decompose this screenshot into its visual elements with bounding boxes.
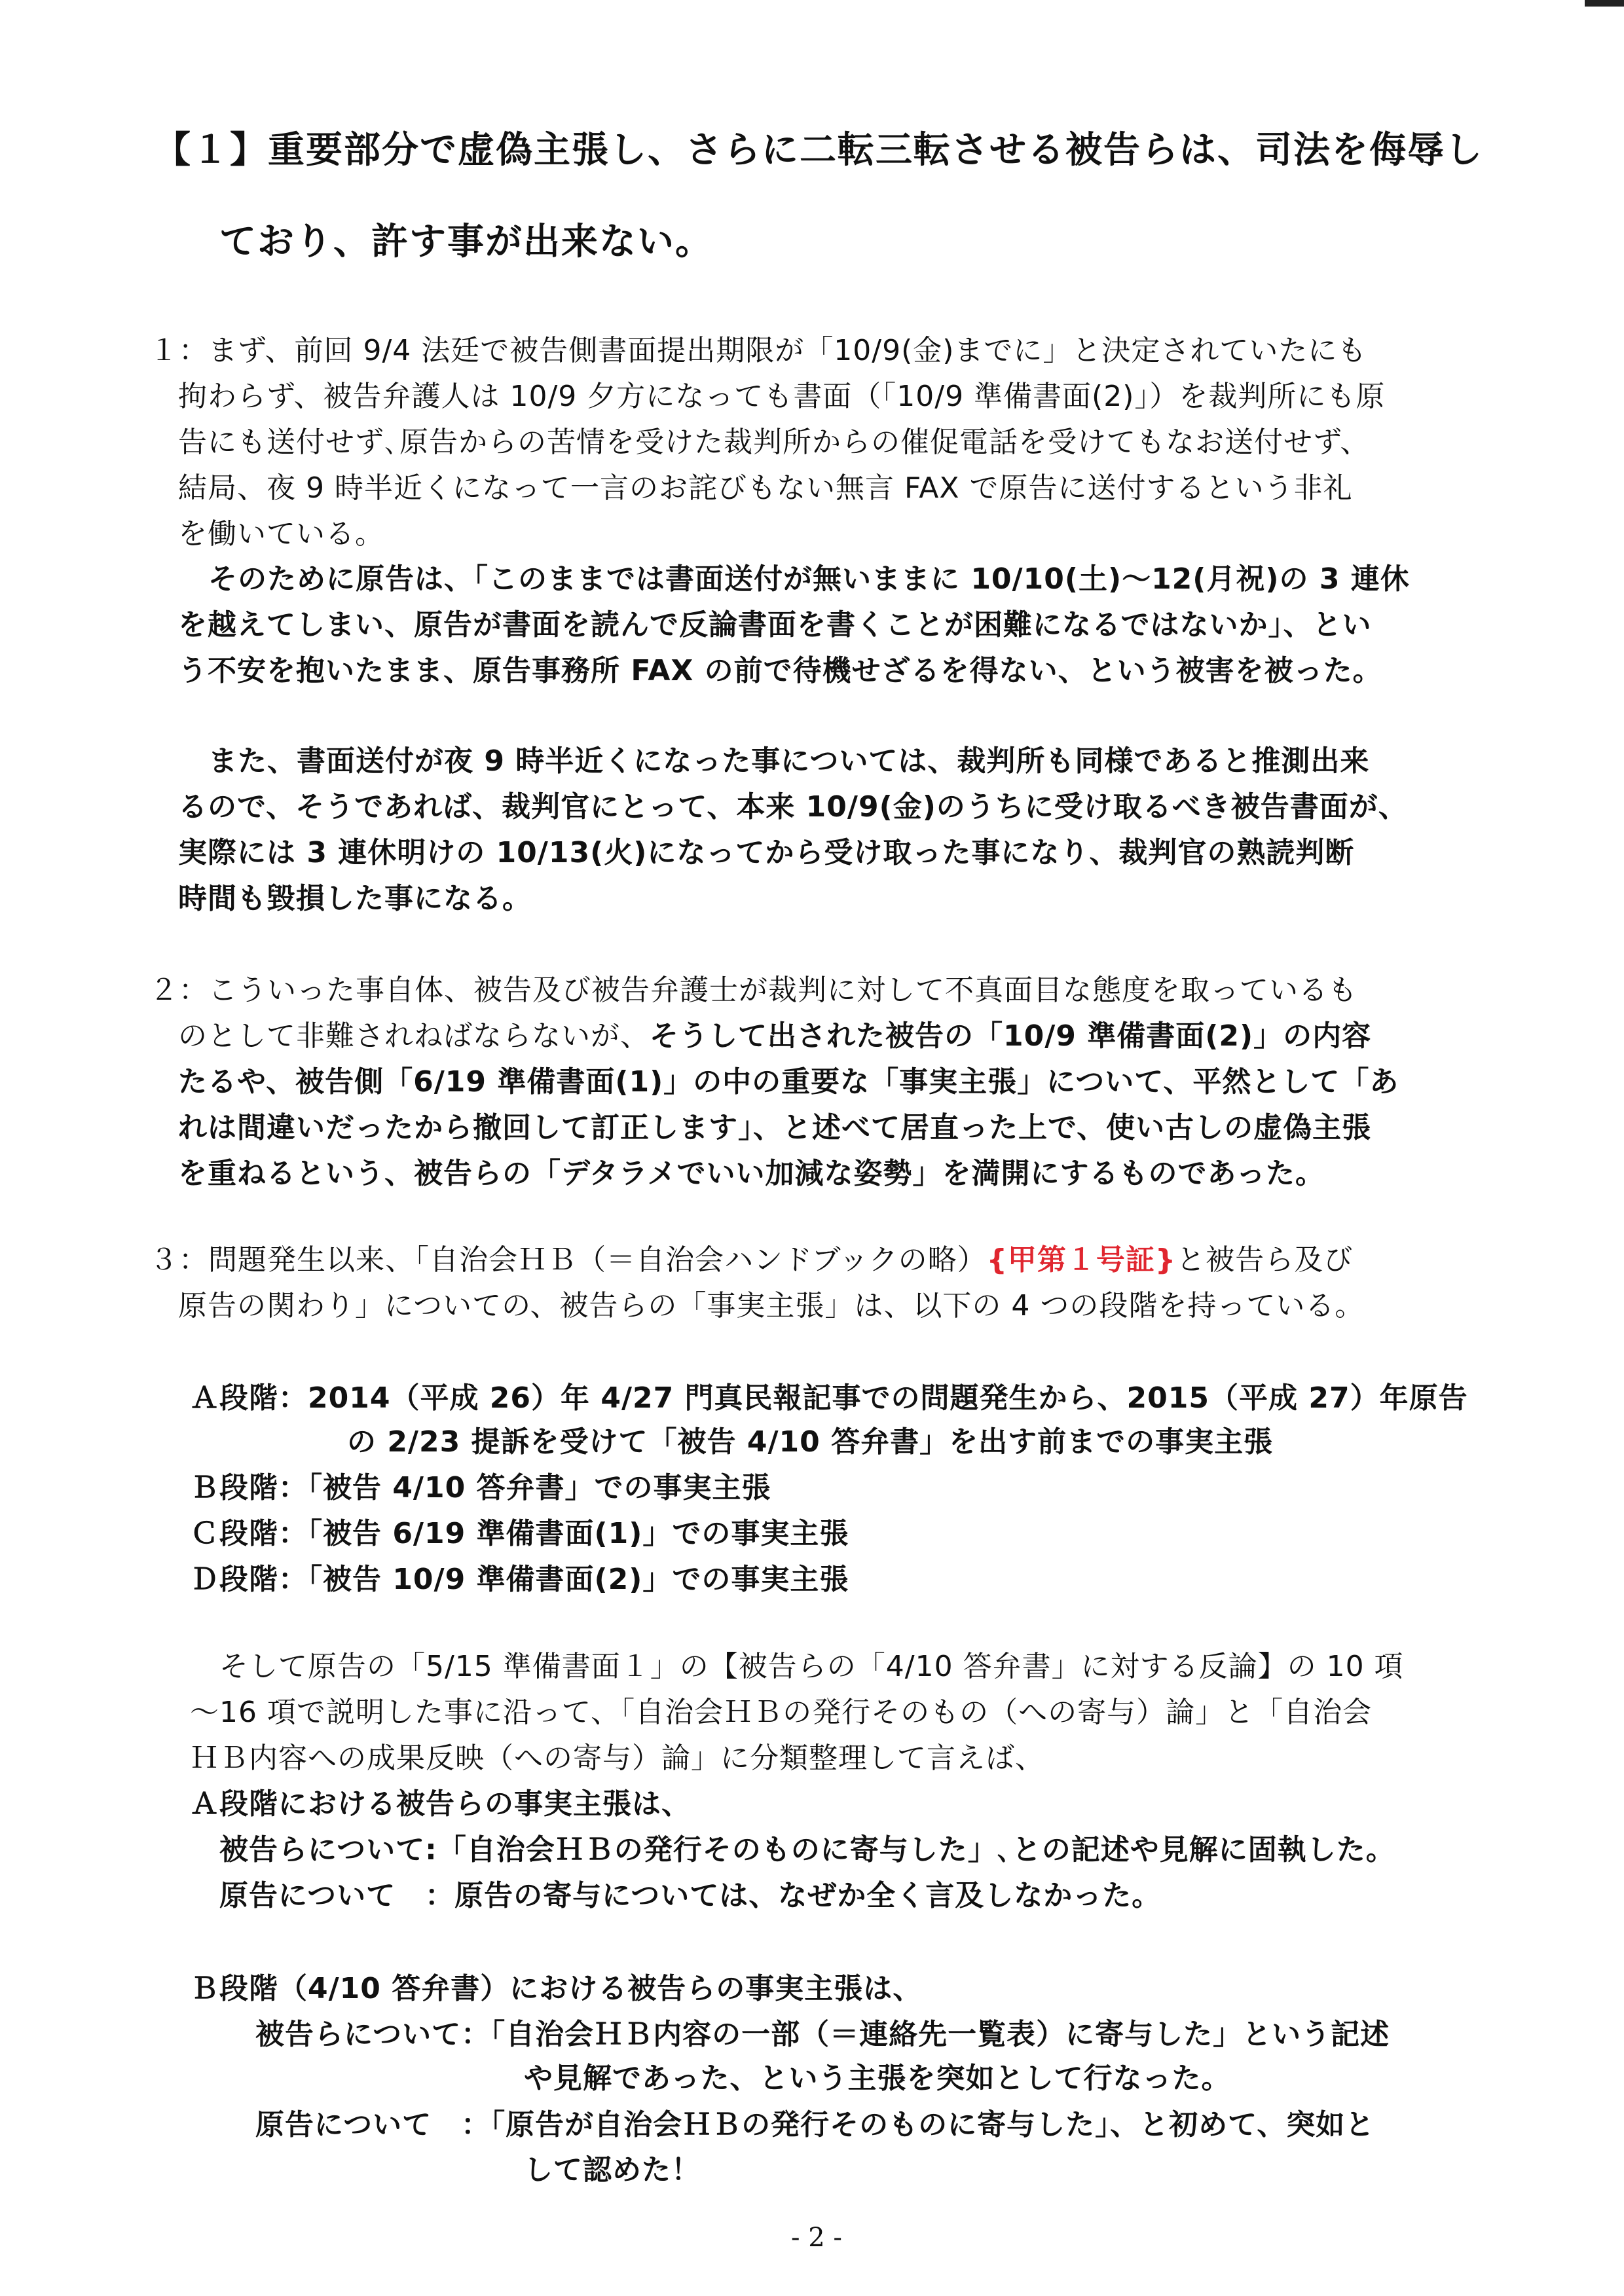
stage-b-plaintiff-claim-2: して認めた！ xyxy=(524,2153,701,2187)
section3-line: 原告の関わり」についての、被告らの「事実主張」は、以下の 4 つの段階を持っている。 xyxy=(178,1289,1365,1322)
stage-b-plaintiff-claim-1: 原告について ：「原告が自治会ＨＢの発行そのものに寄与した」、と初めて、突如と xyxy=(255,2108,1375,2141)
heading-line-2: ており、許す事が出来ない。 xyxy=(219,221,713,263)
section2-line: れは間違いだったから撤回して訂正します」、と述べて居直った上で、使い古しの虚偽主張 xyxy=(178,1111,1372,1144)
exhibit-reference: {甲第１号証} xyxy=(986,1243,1177,1277)
stage-c-line: Ｃ段階：「被告 6/19 準備書面(1)」での事実主張 xyxy=(190,1517,849,1550)
stage-a-line-1: Ａ段階：2014（平成 26）年 4/27 門真民報記事での問題発生から、2015（平成 27）年原告 xyxy=(190,1381,1468,1415)
section1-line: また、書面送付が夜 9 時半近くになった事については、裁判所も同様であると推測出来 xyxy=(208,744,1370,778)
stage-a-line-2: の 2/23 提訴を受けて「被告 4/10 答弁書」を出す前までの事実主張 xyxy=(347,1425,1274,1459)
section2-line: たるや、被告側「6/19 準備書面(1)」の中の重要な「事実主張」について、平然として「あ xyxy=(178,1065,1399,1099)
section2-line: を重ねるという、被告らの「デタラメでいい加減な姿勢」を満開にするものであった。 xyxy=(178,1157,1325,1190)
stage-b-defendants-claim-1: 被告らについて：「自治会ＨＢ内容の一部（＝連絡先一覧表）に寄与した」という記述 xyxy=(255,2018,1390,2051)
section1-line: 時間も毀損した事になる。 xyxy=(178,882,532,915)
scan-edge-mark xyxy=(1585,0,1624,7)
page-number: - 2 - xyxy=(791,2223,842,2253)
stage-b-claims-heading: Ｂ段階（4/10 答弁書）における被告らの事実主張は、 xyxy=(190,1972,923,2005)
section3-paragraph-line: ＨＢ内容への成果反映（への寄与）論」に分類整理して言えば、 xyxy=(190,1741,1044,1775)
stage-a-claims-heading: Ａ段階における被告らの事実主張は、 xyxy=(190,1787,691,1821)
stage-b-line: Ｂ段階：「被告 4/10 答弁書」での事実主張 xyxy=(190,1471,771,1504)
section3-paragraph-line: そして原告の「5/15 準備書面１」の【被告らの「4/10 答弁書」に対する反論】の 10 項 xyxy=(219,1650,1404,1683)
heading-line-1: 【１】重要部分で虚偽主張し、さらに二転三転させる被告らは、司法を侮辱し xyxy=(154,129,1483,172)
section1-line: 結局、夜 9 時半近くになって一言のお詫びもない無言 FAX で原告に送付するという非礼 xyxy=(178,471,1353,505)
section3-line-text: と被告ら及び xyxy=(1176,1243,1354,1277)
section1-line: 実際には 3 連休明けの 10/13(火)になってから受け取った事になり、裁判官の熟読判断 xyxy=(178,836,1355,869)
stage-d-line: Ｄ段階：「被告 10/9 準備書面(2)」での事実主張 xyxy=(190,1563,849,1596)
section3-paragraph-line: ～16 項で説明した事に沿って、「自治会ＨＢの発行そのもの（への寄与）論」と「自治会 xyxy=(190,1696,1373,1729)
section1-line: るので、そうであれば、裁判官にとって、本来 10/9(金)のうちに受け取るべき被告書面が、 xyxy=(178,790,1408,824)
section2-line xyxy=(178,1018,1371,1054)
section1-line: を越えてしまい、原告が書面を読んで反論書面を書くことが困難になるではないか」、とい xyxy=(178,608,1372,642)
section1-line: 告にも送付せず､原告からの苦情を受けた裁判所からの催促電話を受けてもなお送付せず、 xyxy=(178,426,1370,459)
section2-line-plain: のとして非難されねばならないが、 xyxy=(178,1019,650,1053)
stage-a-plaintiff-claim: 原告について ：原告の寄与については、なぜか全く言及しなかった。 xyxy=(219,1879,1162,1912)
section1-line: う不安を抱いたまま、原告事務所 FAX の前で待機せざるを得ない、という被害を被った。 xyxy=(178,654,1382,687)
section1-line: １：まず、前回 9/4 法廷で被告側書面提出期限が「10/9(金)までに」と決定されていたにも xyxy=(149,334,1367,367)
section1-line: そのために原告は、「このままでは書面送付が無いままに 10/10(土)～12(月祝)の 3 連休 xyxy=(208,562,1410,596)
section2-line: ２：こういった事自体、被告及び被告弁護士が裁判に対して不真面目な態度を取っているも xyxy=(149,974,1357,1007)
section3-line xyxy=(149,1242,1353,1278)
stage-b-defendants-claim-2: や見解であった、という主張を突如として行なった。 xyxy=(524,2062,1231,2095)
section2-line-bold: そうして出された被告の「10/9 準備書面(2)」の内容 xyxy=(650,1019,1372,1053)
section1-line: 拘わらず、被告弁護人は 10/9 夕方になっても書面（「10/9 準備書面(2)」）を裁判所にも原 xyxy=(178,380,1386,413)
section3-line-text: ３：問題発生以来、「自治会ＨＢ（＝自治会ハンドブックの略） xyxy=(149,1243,987,1277)
section1-line: を働いている。 xyxy=(178,517,384,551)
stage-a-defendants-claim: 被告らについて:「自治会ＨＢの発行そのものに寄与した」､との記述や見解に固執した。 xyxy=(219,1833,1395,1867)
